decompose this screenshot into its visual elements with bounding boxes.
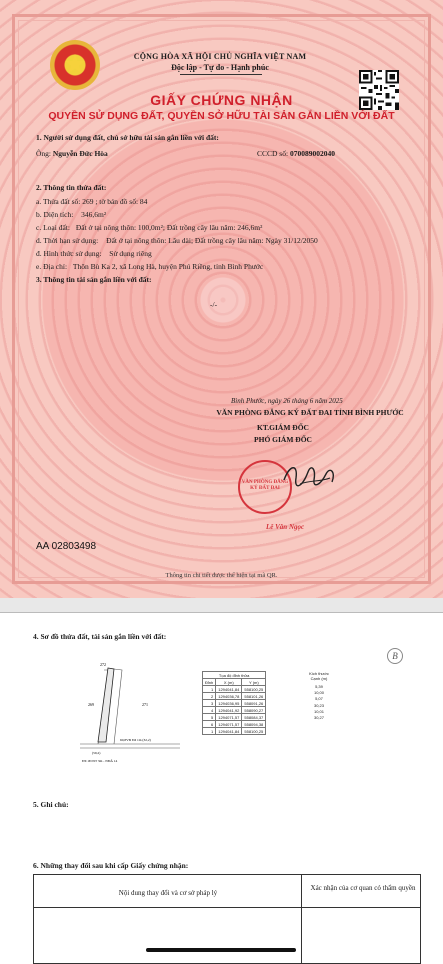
- section-3-value: -/-: [210, 300, 218, 309]
- address-label: e. Địa chỉ:: [36, 262, 68, 271]
- land-type-value: Đất ở tại nông thôn: 100,0m²; Đất trồng cây lâu năm: 246,6m²: [75, 223, 263, 232]
- cell: 2: [203, 693, 216, 700]
- cell: 558090,27: [242, 707, 266, 714]
- page-gap: [0, 598, 443, 612]
- cell: 5: [203, 714, 216, 721]
- form-line: [36, 249, 152, 258]
- area-label: b. Diện tích:: [36, 210, 74, 219]
- table-row: [203, 714, 266, 721]
- kt-director: KT.GIÁM ĐỐC: [257, 423, 309, 432]
- area-line: [36, 210, 106, 219]
- table-row: [203, 728, 266, 735]
- cell: 558094,38: [242, 721, 266, 728]
- stamp-text: VĂN PHÒNG ĐĂNG KÝ ĐẤT ĐAI: [241, 480, 289, 491]
- sketch-road-label-2: ĐT.1Đ ĐT 3m - NĐÂ 14: [82, 759, 118, 763]
- cell: 1294071,57: [216, 714, 242, 721]
- cell: 558100,25: [242, 728, 266, 735]
- section-3-heading: 3. Thông tin tài sản gắn liền với đất:: [36, 275, 152, 284]
- cell: 558091,26: [242, 700, 266, 707]
- brand-b-icon: B: [387, 648, 403, 664]
- owner-name: Nguyễn Đức Hòa: [52, 149, 108, 158]
- edge-length: 5,39: [315, 684, 323, 689]
- motto-underline: [180, 74, 262, 75]
- id-line: [257, 149, 335, 158]
- section-5-heading: 5. Ghi chú:: [33, 800, 69, 809]
- form-label: đ. Hình thức sử dụng:: [36, 249, 102, 258]
- sketch-road-label: 60,8VĐ Đã 1m (32,2): [120, 738, 151, 742]
- sketch-label-269: 269: [88, 702, 94, 707]
- cell: 3: [203, 700, 216, 707]
- motto: Độc lập - Tự do - Hạnh phúc: [171, 63, 269, 72]
- section-4-heading: 4. Sơ đồ thửa đất, tài sản gắn liền với đất:: [33, 632, 167, 641]
- section-1-heading: 1. Người sử dụng đất, chủ sở hữu tài sản gắn liền với đất:: [36, 133, 219, 142]
- duration-value: Đất ở tại nông thôn: Lâu dài; Đất trồng cây lâu năm: Ngày 31/12/2050: [106, 236, 318, 245]
- home-indicator[interactable]: [146, 948, 296, 952]
- issuing-office: VĂN PHÒNG ĐĂNG KÝ ĐẤT ĐAI TỈNH BÌNH PHƯỚC: [216, 408, 404, 417]
- table-row: [203, 693, 266, 700]
- area-value: 346,6m²: [81, 210, 107, 219]
- edge-length: 30,27: [313, 715, 324, 721]
- national-emblem-icon: [50, 40, 100, 90]
- cell: 6: [203, 721, 216, 728]
- duration-line: [36, 236, 318, 245]
- edge-length: 10,00: [313, 690, 324, 696]
- id-label: CCCD số:: [257, 149, 289, 158]
- land-type-line: [36, 223, 262, 232]
- cell: 1294041,84: [216, 686, 242, 693]
- cell: 558101,26: [242, 693, 266, 700]
- serial-number: AA 02803498: [36, 541, 97, 552]
- cell: 1: [203, 728, 216, 735]
- parcel-number: a. Thửa đất số: 269 ; tờ bản đồ số: 84: [36, 197, 148, 206]
- edge-length: 5,07: [315, 696, 323, 702]
- cell: 1294036,95: [216, 700, 242, 707]
- address-line: [36, 262, 263, 271]
- cell: 1294041,92: [216, 707, 242, 714]
- cell: 558100,25: [242, 686, 266, 693]
- parcel-sketch: [70, 660, 200, 770]
- table-row: [203, 700, 266, 707]
- duration-label: d. Thời hạn sử dụng:: [36, 236, 99, 245]
- changes-header-line: [34, 907, 420, 908]
- cell: 4: [203, 707, 216, 714]
- sketch-label-272: 272: [100, 662, 106, 667]
- edge-lengths: [309, 684, 329, 721]
- section-6-heading: 6. Những thay đổi sau khi cấp Giấy chứng nhận:: [33, 861, 189, 870]
- sign-place-date: Bình Phước, ngày 26 tháng 6 năm 2025: [231, 397, 343, 405]
- sketch-dim-label: (59,2): [92, 751, 101, 755]
- changes-col1-header: Nội dung thay đổi và cơ sở pháp lý: [118, 889, 218, 897]
- owner-line: [36, 149, 108, 158]
- cell: 1294041,84: [216, 728, 242, 735]
- edge-length: 30,23: [313, 702, 324, 708]
- qr-footnote: Thông tin chi tiết được thể hiện tại mã QR.: [165, 572, 278, 579]
- col-header: Đỉnh: [203, 679, 216, 686]
- col-header: X (m): [216, 679, 242, 686]
- address-value: Thôn Bù Ka 2, xã Long Hà, huyện Phú Riềng, tỉnh Bình Phước: [72, 262, 264, 271]
- certificate-subtitle: QUYỀN SỬ DỤNG ĐẤT, QUYỀN SỞ HỮU TÀI SẢN GẮN LIỀN VỚI ĐẤT: [48, 110, 395, 122]
- id-number: 070089002040: [289, 149, 335, 158]
- signature-icon: [280, 458, 340, 498]
- sketch-label-271: 271: [142, 702, 148, 707]
- table-row: [203, 721, 266, 728]
- section-2-heading: 2. Thông tin thửa đất:: [36, 183, 107, 192]
- land-type-label: c. Loại đất:: [36, 223, 70, 232]
- coordinate-table: [202, 671, 266, 735]
- signer-name: Lê Văn Ngọc: [266, 523, 305, 531]
- certificate-title: GIẤY CHỨNG NHẬN: [150, 92, 293, 108]
- deputy-director: PHÓ GIÁM ĐỐC: [254, 435, 312, 444]
- edge-header: Kích thước Cạnh (m): [309, 671, 329, 681]
- table-title: Tọa độ đỉnh thửa: [203, 672, 266, 679]
- table-row: [203, 707, 266, 714]
- cell: 1294036,78: [216, 693, 242, 700]
- nation-name: CỘNG HÒA XÃ HỘI CHỦ NGHĨA VIỆT NAM: [133, 52, 307, 61]
- cell: 1: [203, 686, 216, 693]
- form-value: Sử dụng riêng: [109, 249, 152, 258]
- col-header: Y (m): [242, 679, 266, 686]
- edge-length: 10,01: [313, 708, 324, 714]
- page-top-edge: [0, 612, 443, 613]
- owner-prefix: Ông:: [36, 149, 51, 158]
- changes-col2-header: Xác nhận của cơ quan có thẩm quyền: [310, 884, 416, 892]
- table-row: [203, 686, 266, 693]
- cell: 1294071,57: [216, 721, 242, 728]
- cell: 558084,37: [242, 714, 266, 721]
